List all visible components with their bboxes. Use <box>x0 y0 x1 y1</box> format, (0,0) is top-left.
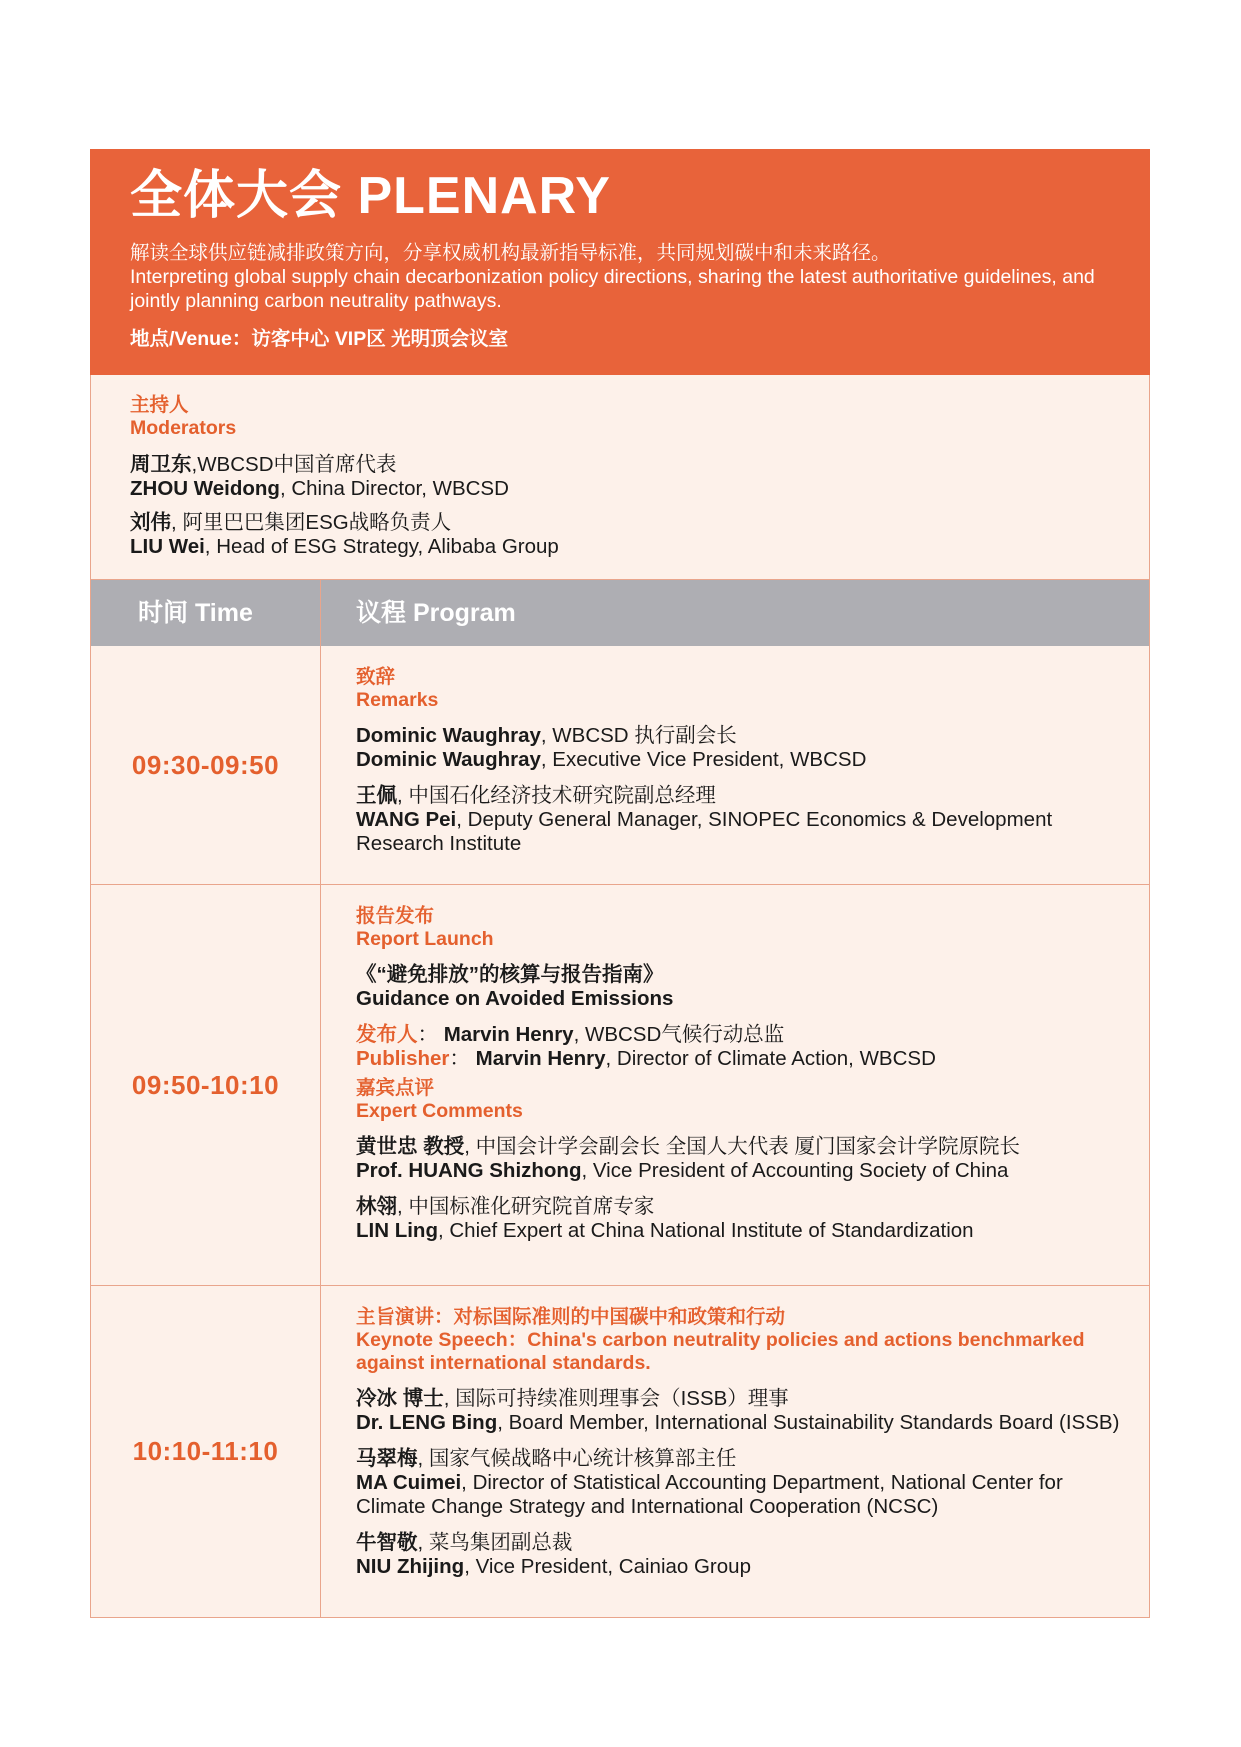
speaker-title: , WBCSD 执行副会长 <box>540 724 737 747</box>
publisher-name: Marvin Henry <box>475 1047 606 1070</box>
column-header-program: 议程 Program <box>356 599 516 627</box>
moderator-name-cn: 刘伟 <box>130 511 171 534</box>
publisher-name: Marvin Henry <box>443 1023 574 1046</box>
table-header <box>90 579 1150 646</box>
comments-label <box>356 1077 1129 1123</box>
session-program <box>321 1286 1149 1617</box>
moderators-section <box>90 375 1150 579</box>
moderators-label-cn: 主持人 <box>130 394 189 416</box>
description-cn: 解读全球供应链减排政策方向，分享权威机构最新指导标准，共同规划碳中和未来路径。 <box>130 242 891 264</box>
session-label <box>356 1306 1129 1375</box>
speaker-title: , 国际可持续准则理事会（ISSB）理事 <box>443 1387 789 1410</box>
page-title: 全体大会 PLENARY <box>130 167 611 225</box>
speaker-title: , Board Member, International Sustainability Standards Board (ISSB) <box>497 1411 1120 1434</box>
speaker-name: 冷冰 博士 <box>356 1387 444 1410</box>
speaker-title: , 中国会计学会副会长 全国人大代表 厦门国家会计学院原院长 <box>464 1135 1020 1158</box>
header-description <box>130 241 1110 313</box>
speaker-title: , Executive Vice President, WBCSD <box>540 748 867 771</box>
moderator-name-cn: 周卫东 <box>130 453 192 476</box>
speaker <box>356 1531 1129 1579</box>
speaker <box>356 1135 1129 1183</box>
moderator-title-cn: ,WBCSD中国首席代表 <box>191 453 397 476</box>
session-label-cn: 报告发布 <box>356 905 435 927</box>
speaker-name: 林翎 <box>356 1195 397 1218</box>
venue: 地点/Venue：访客中心 VIP区 光明顶会议室 <box>130 328 509 350</box>
publisher: 发布人： Marvin Henry, WBCSD气候行动总监 Publisher： Marvin Henry, Director of Climate Action, WBCSD <box>356 1023 936 1070</box>
report-title <box>356 963 1129 1011</box>
speaker-title: , Chief Expert at China National Institute of Standardization <box>437 1219 974 1242</box>
plenary-agenda <box>90 149 1150 1618</box>
speaker-name: NIU Zhijing <box>356 1555 465 1578</box>
report-title-en: Guidance on Avoided Emissions <box>356 987 674 1010</box>
session-program <box>321 885 1149 1285</box>
publisher-title: , Director of Climate Action, WBCSD <box>605 1047 936 1070</box>
session-label <box>356 666 1129 712</box>
speaker-title: , Vice President of Accounting Society of China <box>581 1159 1009 1182</box>
speaker-title: , Deputy General Manager, SINOPEC Economics & Development Research Institute <box>356 808 1053 855</box>
speaker-name: LIN Ling <box>356 1219 438 1242</box>
speaker-title: , 国家气候战略中心统计核算部主任 <box>417 1447 737 1470</box>
session-label <box>356 905 1129 951</box>
session-time: 09:30-09:50 <box>91 646 321 884</box>
speaker <box>356 1195 1129 1243</box>
moderator-title-en: , China Director, WBCSD <box>279 477 509 500</box>
speaker-title: , Vice President, Cainiao Group <box>464 1555 751 1578</box>
speaker-name: Dr. LENG Bing <box>356 1411 498 1434</box>
session-time: 10:10-11:10 <box>91 1286 321 1617</box>
speaker-name: 马翠梅 <box>356 1447 418 1470</box>
publisher-label-cn: 发布人 <box>356 1023 418 1046</box>
moderator <box>130 511 1110 559</box>
publisher-title: , WBCSD气候行动总监 <box>573 1023 785 1046</box>
report-title-cn: 《“避免排放”的核算与报告指南》 <box>356 963 664 986</box>
session-label-en: Keynote Speech：China's carbon neutrality policies and actions benchmarked against international standards. <box>356 1329 1085 1374</box>
description-en: Interpreting global supply chain decarbonization policy directions, sharing the latest authoritative guidelines, and jointly planning carbon neutrality pathways. <box>130 266 1095 312</box>
session-label-en: Report Launch <box>356 928 494 950</box>
session-time: 09:50-10:10 <box>91 885 321 1285</box>
speaker-title: , Director of Statistical Accounting Department, National Center for Climate Change Strategy and International Cooperation (NCSC) <box>356 1471 1063 1518</box>
moderator <box>130 453 1110 501</box>
speaker-name: Dominic Waughray <box>356 724 541 747</box>
column-header-time: 时间 Time <box>91 580 321 646</box>
session-program <box>321 646 1149 884</box>
moderators-label-en: Moderators <box>130 417 237 439</box>
speaker-name: 牛智敬 <box>356 1531 418 1554</box>
speaker-name: WANG Pei <box>356 808 457 831</box>
speaker-title: , 菜鸟集团副总裁 <box>417 1531 573 1554</box>
session-label-cn: 致辞 <box>356 666 396 688</box>
moderator-name-en: LIU Wei <box>130 535 205 558</box>
speaker-title: , 中国石化经济技术研究院副总经理 <box>397 784 716 807</box>
speaker <box>356 1387 1129 1435</box>
comments-label-cn: 嘉宾点评 <box>356 1077 435 1099</box>
speaker-name: 王佩 <box>356 784 397 807</box>
speaker-name: 黄世忠 教授 <box>356 1135 465 1158</box>
speaker <box>356 784 1129 856</box>
moderator-title-en: , Head of ESG Strategy, Alibaba Group <box>204 535 559 558</box>
speaker-name: Dominic Waughray <box>356 748 541 771</box>
table-row <box>90 1286 1150 1618</box>
speaker-name: MA Cuimei <box>356 1471 462 1494</box>
speaker <box>356 1447 1129 1519</box>
speaker <box>356 724 1129 772</box>
publisher-label-en: Publisher <box>356 1047 450 1070</box>
speaker-title: , 中国标准化研究院首席专家 <box>397 1195 655 1218</box>
session-label-cn: 主旨演讲：对标国际准则的中国碳中和政策和行动 <box>356 1306 786 1328</box>
comments-label-en: Expert Comments <box>356 1100 523 1122</box>
moderator-name-en: ZHOU Weidong <box>130 477 280 500</box>
plenary-header <box>90 149 1150 375</box>
session-label-en: Remarks <box>356 689 439 711</box>
table-row <box>90 646 1150 885</box>
speaker-name: Prof. HUANG Shizhong <box>356 1159 582 1182</box>
table-row <box>90 885 1150 1286</box>
moderator-title-cn: , 阿里巴巴集团ESG战略负责人 <box>171 511 452 534</box>
